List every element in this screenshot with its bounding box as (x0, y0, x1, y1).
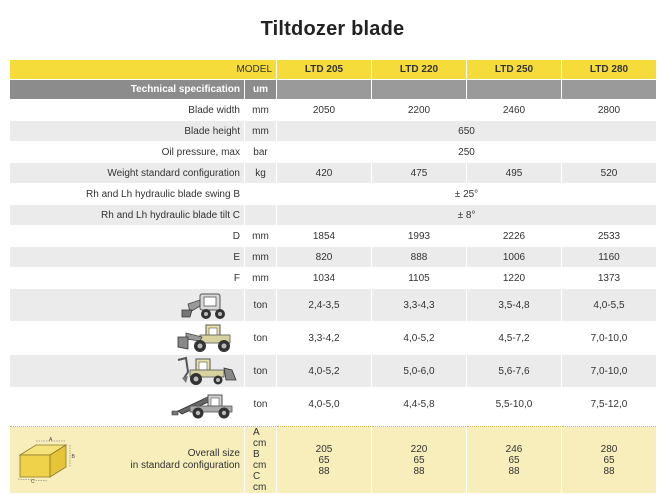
overall-size-value: 88 (603, 465, 615, 477)
model-name: LTD 205 (277, 60, 372, 80)
spec-unit: bar (245, 142, 277, 163)
machine-value: 4,0-5,2 (277, 355, 372, 388)
spec-header-row (10, 80, 657, 100)
spec-label: F (10, 268, 245, 289)
spec-label: Weight standard configuration (10, 163, 245, 184)
machine-value: 4,5-7,2 (467, 322, 562, 355)
overall-size-value: 88 (508, 465, 520, 477)
model-row (10, 60, 657, 80)
spec-value-merged: ± 25° (277, 184, 657, 205)
spec-value: 2460 (467, 100, 562, 121)
spec-label: Blade height (10, 121, 245, 142)
machine-value: 3,5-4,8 (467, 289, 562, 322)
spec-value: 475 (372, 163, 467, 184)
overall-size-value: 280 (600, 443, 618, 455)
spec-label: Oil pressure, max (10, 142, 245, 163)
overall-size-label (130, 448, 240, 472)
telehandler-icon (168, 389, 238, 419)
overall-size-values (467, 427, 562, 494)
spec-value: 1373 (562, 268, 657, 289)
spec-row (10, 142, 657, 163)
spec-label: Rh and Lh hydraulic blade tilt C (10, 205, 245, 226)
overall-size-value: 88 (318, 465, 330, 477)
page-title: Tiltdozer blade (260, 18, 405, 40)
spec-row (10, 205, 657, 226)
machine-value: 3,3-4,2 (277, 322, 372, 355)
spec-row (10, 184, 657, 205)
spec-row (10, 163, 657, 184)
spec-header-blank (562, 80, 657, 100)
machine-row (10, 322, 657, 355)
spec-value: 495 (467, 163, 562, 184)
spec-value: 2226 (467, 226, 562, 247)
wheel-loader-icon (176, 323, 238, 353)
overall-size-unit: B cm (253, 449, 267, 471)
machine-row (10, 289, 657, 322)
spec-label: Blade width (10, 100, 245, 121)
dimension-box-icon (14, 437, 76, 483)
machine-unit: ton (245, 322, 277, 355)
model-name: LTD 220 (372, 60, 467, 80)
overall-size-value: 205 (315, 443, 333, 455)
spec-value: 1220 (467, 268, 562, 289)
machine-row (10, 355, 657, 388)
spec-table (9, 59, 657, 494)
spec-value-merged: 650 (277, 121, 657, 142)
overall-size-unit: C cm (253, 471, 267, 493)
machine-row (10, 388, 657, 421)
skid-steer-loader-icon (180, 290, 238, 320)
overall-size-values (562, 427, 657, 494)
spec-unit: mm (245, 121, 277, 142)
spec-header-blank (372, 80, 467, 100)
model-name: LTD 250 (467, 60, 562, 80)
machine-value: 4,0-5,5 (562, 289, 657, 322)
spec-unit: mm (245, 226, 277, 247)
spec-row (10, 247, 657, 268)
spec-header-unit: um (245, 80, 277, 100)
spec-value: 520 (562, 163, 657, 184)
overall-size-units (245, 427, 277, 494)
overall-size-unit: A cm (253, 427, 267, 449)
machine-value: 2,4-3,5 (277, 289, 372, 322)
dimension-label-b: B (71, 454, 75, 460)
spec-header-label: Technical specification (10, 80, 245, 100)
backhoe-loader-icon (176, 356, 238, 386)
machine-unit: ton (245, 289, 277, 322)
machine-unit: ton (245, 388, 277, 421)
spec-unit: mm (245, 100, 277, 121)
spec-row (10, 100, 657, 121)
spec-label: E (10, 247, 245, 268)
overall-size-value: 65 (603, 454, 615, 466)
machine-value: 5,6-7,6 (467, 355, 562, 388)
overall-size-value: 88 (413, 465, 425, 477)
dimension-label-c: C (31, 479, 35, 483)
machine-image-cell (10, 289, 245, 322)
spec-value: 2200 (372, 100, 467, 121)
spec-value: 820 (277, 247, 372, 268)
overall-size-value: 65 (508, 454, 520, 466)
dimension-label-a: A (49, 437, 53, 443)
machine-value: 7,0-10,0 (562, 322, 657, 355)
machine-image-cell (10, 322, 245, 355)
machine-value: 3,3-4,3 (372, 289, 467, 322)
spec-value: 1105 (372, 268, 467, 289)
spec-label: D (10, 226, 245, 247)
spec-value: 2800 (562, 100, 657, 121)
spec-unit (245, 205, 277, 226)
spec-row (10, 268, 657, 289)
overall-size-value: 220 (410, 443, 428, 455)
spec-value: 420 (277, 163, 372, 184)
spec-value: 2533 (562, 226, 657, 247)
machine-image-cell (10, 388, 245, 421)
machine-unit: ton (245, 355, 277, 388)
spec-value: 1034 (277, 268, 372, 289)
overall-size-line2: in standard configuration (130, 460, 240, 471)
spec-value-merged: 250 (277, 142, 657, 163)
machine-value: 4,4-5,8 (372, 388, 467, 421)
machine-image-cell (10, 355, 245, 388)
machine-value: 5,5-10,0 (467, 388, 562, 421)
overall-size-values (372, 427, 467, 494)
machine-value: 4,0-5,2 (372, 322, 467, 355)
spec-label: Rh and Lh hydraulic blade swing B (10, 184, 245, 205)
spec-value: 1160 (562, 247, 657, 268)
model-label: MODEL (10, 60, 277, 80)
spec-value: 2050 (277, 100, 372, 121)
model-name: LTD 280 (562, 60, 657, 80)
spec-value-merged: ± 8° (277, 205, 657, 226)
overall-size-value: 246 (505, 443, 523, 455)
spec-value: 1993 (372, 226, 467, 247)
machine-value: 5,0-6,0 (372, 355, 467, 388)
spec-unit: kg (245, 163, 277, 184)
spec-value: 1006 (467, 247, 562, 268)
spec-header-blank (277, 80, 372, 100)
overall-size-label-cell (10, 427, 245, 494)
spec-unit: mm (245, 247, 277, 268)
overall-size-value: 65 (318, 454, 330, 466)
spec-value: 1854 (277, 226, 372, 247)
overall-size-line1: Overall size (187, 448, 240, 459)
machine-value: 7,5-12,0 (562, 388, 657, 421)
overall-size-values (277, 427, 372, 494)
machine-value: 4,0-5,0 (277, 388, 372, 421)
spec-row (10, 226, 657, 247)
spec-value: 888 (372, 247, 467, 268)
overall-size-row (10, 427, 657, 494)
overall-size-value: 65 (413, 454, 425, 466)
spec-row (10, 121, 657, 142)
spec-unit (245, 184, 277, 205)
spec-header-blank (467, 80, 562, 100)
spec-unit: mm (245, 268, 277, 289)
machine-value: 7,0-10,0 (562, 355, 657, 388)
